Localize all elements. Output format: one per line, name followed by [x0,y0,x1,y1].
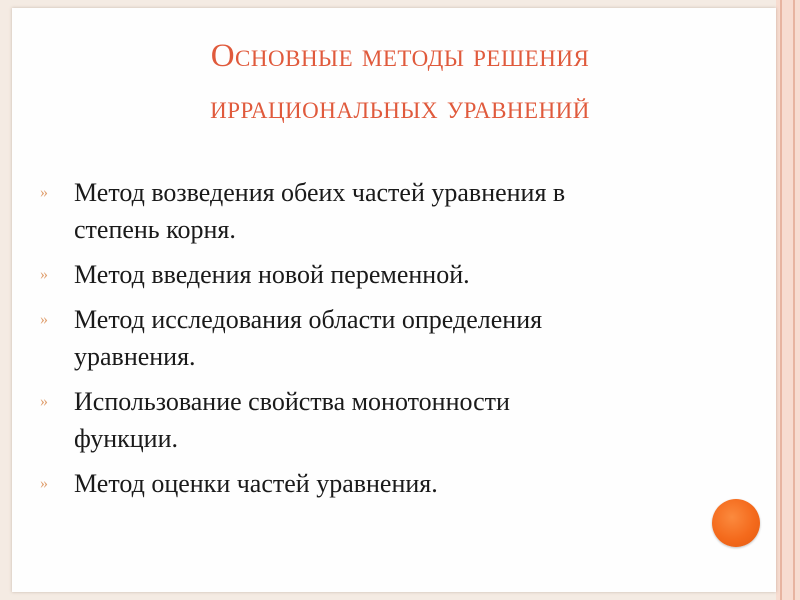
bullet-item [38,256,754,293]
bullet-text [74,256,470,293]
bullet-line: Метод введения новой переменной. [74,260,470,289]
bullet-item [38,383,754,457]
bullet-text [74,383,510,457]
bullet-line: степень корня. [74,215,236,244]
slide-title-line: Основные методы решения [210,38,590,74]
bullet-list [38,174,754,510]
bullet-line: Метод исследования области определения [74,305,543,334]
slide-title-line: иррациональных уравнений [210,90,590,126]
slide-title [40,30,760,134]
bullet-line: функции. [74,424,178,453]
bullet-text [74,174,565,248]
right-decorative-line [780,0,782,600]
orange-circle-icon [712,499,760,547]
bullet-text [74,465,438,502]
bullet-line: уравнения. [74,342,196,371]
bullet-line: Использование свойства монотонности [74,387,510,416]
bullet-icon: » [40,266,48,283]
bullet-icon: » [40,475,48,492]
bullet-item [38,174,754,248]
right-decorative-line [793,0,795,600]
bullet-item [38,465,754,502]
bullet-icon: » [40,311,48,328]
bullet-icon: » [40,184,48,201]
bullet-icon: » [40,393,48,410]
bullet-item [38,301,754,375]
bullet-line: Метод возведения обеих частей уравнения в [74,178,566,207]
bullet-line: Метод оценки частей уравнения. [74,469,438,498]
bullet-text [74,301,542,375]
